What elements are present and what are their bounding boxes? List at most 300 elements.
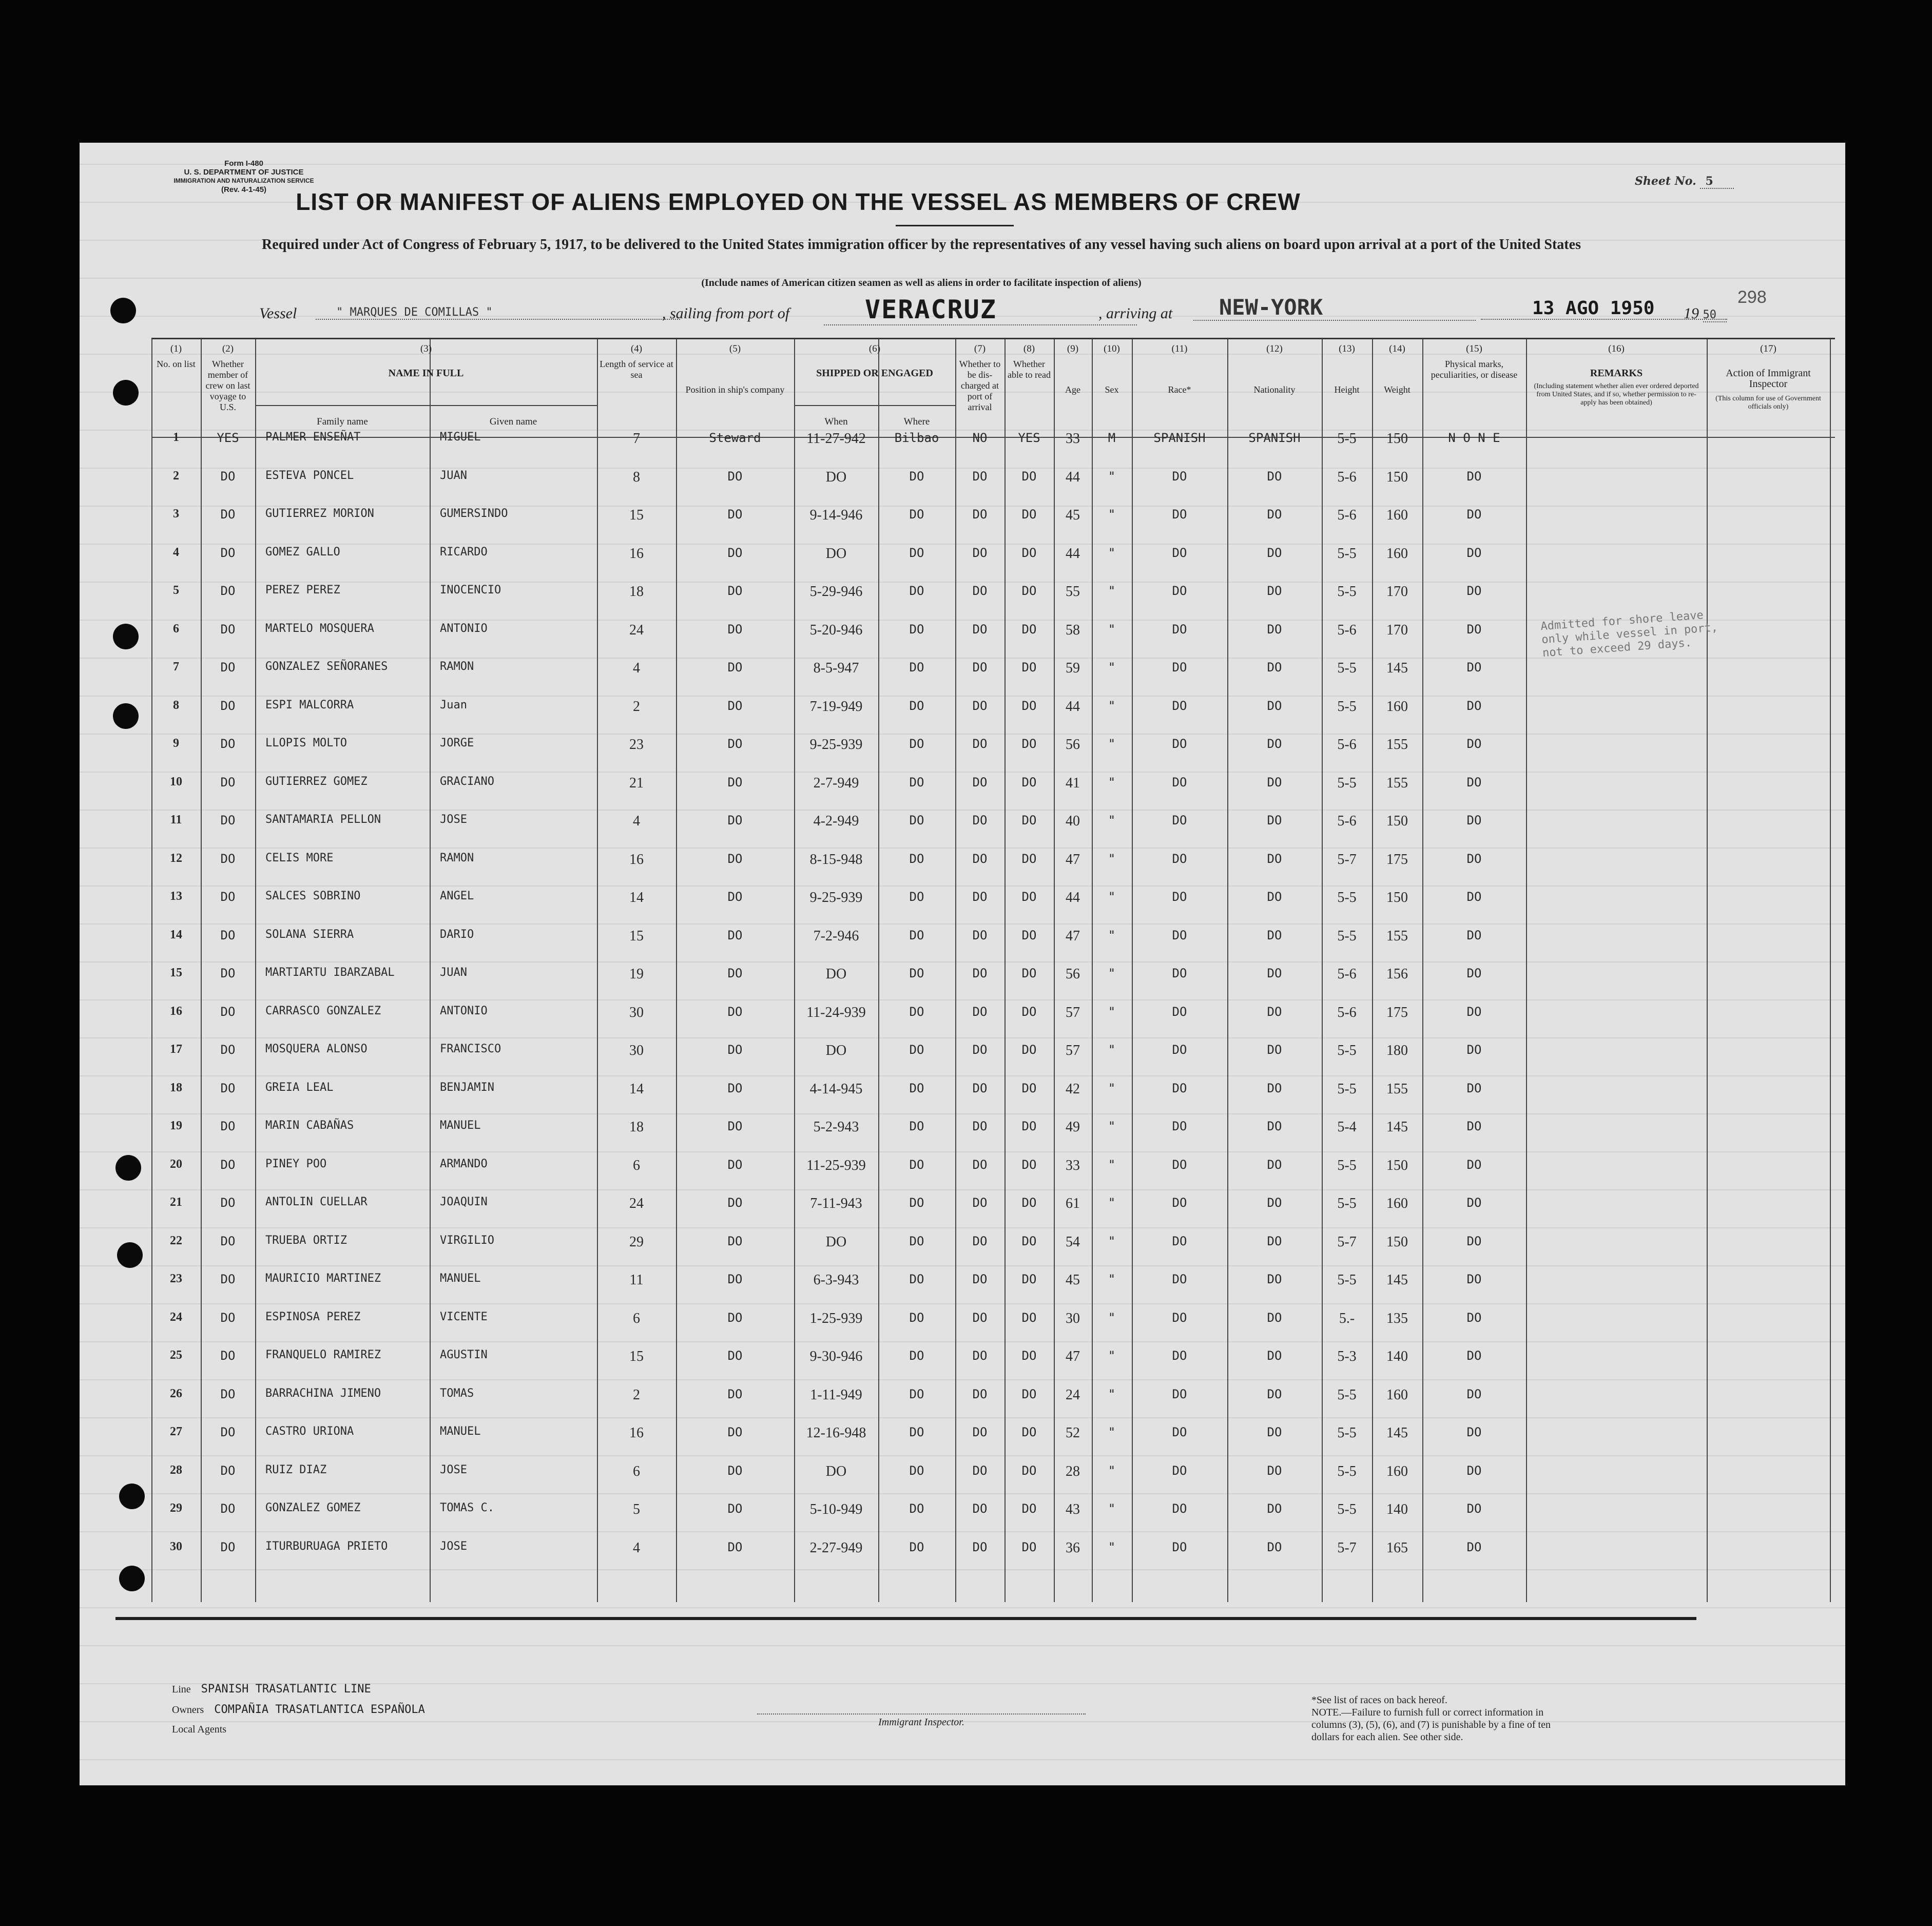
cell-service: 29 [629,1234,644,1250]
punch-hole [113,703,139,729]
cell-sex: " [1108,928,1116,942]
cell-marks: DO [1466,1081,1482,1095]
cell-position: DO [727,660,743,675]
cell-given: VIRGILIO [440,1234,494,1247]
table-row [151,1272,1830,1293]
cell-no: 27 [170,1425,182,1438]
cell-nat: DO [1267,1310,1282,1325]
header-family-name: Family name [317,416,368,427]
cell-weight: 175 [1386,851,1408,868]
cell-height: 5-5 [1337,1081,1357,1097]
cell-sex: " [1108,890,1116,904]
cell-when: 9-25-939 [809,890,863,906]
cell-sex: " [1108,1425,1116,1439]
cell-read: DO [1021,1425,1037,1439]
cell-age: 61 [1066,1196,1080,1211]
header-able-to-read: Whether able to read [1008,359,1051,380]
subtitle-note: (Include names of American citizen seamen as well as aliens in order to facilitate inspection of aliens) [701,277,1142,288]
crew-table [151,338,1835,1628]
cell-marks: DO [1466,1043,1482,1057]
cell-service: 15 [629,1349,644,1364]
cell-where: DO [909,1043,924,1057]
cell-where: DO [909,584,924,598]
cell-service: 6 [633,1463,640,1479]
remarks-note: Admitted for shore leave only while vessel in port, not to exceed 29 days. [1540,609,1718,660]
cell-position: DO [727,1425,743,1439]
header-crew-last-voyage: Whether member of crew on last voyage to U.S. [205,359,250,412]
cell-given: ANTONIO [440,622,488,635]
cell-read: DO [1021,1043,1037,1057]
cell-family: LLOPIS MOLTO [265,737,347,749]
cell-crew: DO [220,1004,236,1019]
owners-value: COMPAÑIA TRASATLANTICA ESPAÑOLA [214,1703,425,1716]
cell-family: BARRACHINA JIMENO [265,1386,381,1400]
cell-crew: DO [220,1539,236,1554]
cell-given: ANGEL [440,890,474,902]
cell-read: DO [1021,545,1037,560]
footer-note [1311,1694,1578,1743]
cell-where: DO [909,1234,924,1248]
cell-position: DO [727,1386,743,1401]
port-from: VERACRUZ [824,295,1137,325]
cell-disch: DO [972,1196,988,1210]
cell-nat: DO [1267,1463,1282,1478]
cell-position: DO [727,622,743,637]
cell-service: 4 [633,1539,640,1556]
cell-read: DO [1021,1157,1037,1172]
cell-when: 8-5-947 [813,660,859,676]
cell-race: DO [1172,851,1187,866]
cell-read: YES [1018,431,1040,445]
cell-no: 25 [170,1349,182,1362]
cell-when: DO [825,469,847,485]
cell-weight: 160 [1386,698,1408,715]
cell-marks: DO [1466,775,1482,789]
header-action-inspector-number: (17) [1760,343,1776,354]
cell-given: AGUSTIN [440,1349,488,1361]
cell-race: DO [1172,1043,1187,1057]
cell-service: 30 [629,1043,644,1058]
cell-age: 57 [1066,1004,1080,1020]
port-to: NEW-YORK [1193,295,1476,321]
fine-note: NOTE.—Failure to furnish full or correct information in columns (3), (5), (6), and (7) is punishable by a fine of ten dollars for each alien. See other side. [1311,1707,1551,1743]
cell-race: DO [1172,1425,1187,1439]
cell-age: 30 [1066,1310,1080,1326]
cell-disch: DO [972,1272,988,1286]
cell-crew: DO [220,1386,236,1401]
cell-nat: DO [1267,928,1282,942]
service-name: IMMIGRATION AND NATURALIZATION SERVICE [173,177,314,184]
cell-family: MARTELO MOSQUERA [265,622,374,635]
cell-disch: DO [972,1004,988,1019]
cell-position: DO [727,1463,743,1478]
cell-weight: 155 [1386,928,1408,944]
cell-nat: DO [1267,1425,1282,1439]
cell-crew: DO [220,1501,236,1516]
header-remarks: REMARKS [1590,368,1643,379]
cell-nat: DO [1267,1119,1282,1133]
cell-race: DO [1172,1310,1187,1325]
vessel-line [80,295,1845,325]
cell-service: 18 [629,584,644,600]
cell-nat: DO [1267,698,1282,713]
table-row [151,1311,1830,1331]
cell-crew: DO [220,1119,236,1133]
cell-position: DO [727,469,743,484]
cell-race: DO [1172,1234,1187,1248]
cell-weight: 150 [1386,431,1408,447]
table-row [151,431,1830,451]
cell-race: DO [1172,622,1187,637]
cell-age: 49 [1066,1119,1080,1135]
cell-position: DO [727,1004,743,1019]
cell-sex: M [1108,431,1116,445]
cell-sex: " [1108,1501,1116,1516]
cell-height: 5-6 [1337,966,1357,982]
cell-age: 33 [1066,431,1080,447]
cell-marks: DO [1466,1386,1482,1401]
page-title: LIST OR MANIFEST OF ALIENS EMPLOYED ON THE VESSEL AS MEMBERS OF CREW [296,188,1301,215]
cell-service: 11 [629,1272,644,1288]
cell-when: 2-7-949 [813,775,859,791]
cell-nat: DO [1267,966,1282,980]
cell-no: 16 [170,1004,182,1018]
header-height: Height [1334,384,1360,395]
header-remarks-number: (16) [1608,343,1625,354]
cell-where: DO [909,698,924,713]
cell-when: 7-11-943 [810,1196,862,1211]
table-row [151,1043,1830,1063]
cell-service: 16 [629,851,644,868]
cell-where: DO [909,1463,924,1478]
cell-position: DO [727,775,743,789]
cell-weight: 170 [1386,584,1408,600]
cell-age: 43 [1066,1501,1080,1517]
cell-sex: " [1108,545,1116,560]
cell-where: DO [909,775,924,789]
cell-read: DO [1021,469,1037,484]
cell-height: 5-5 [1337,431,1357,447]
cell-marks: DO [1466,660,1482,675]
cell-no: 15 [170,966,182,979]
table-row [151,737,1830,757]
cell-nat: DO [1267,1196,1282,1210]
cell-sex: " [1108,1349,1116,1363]
cell-race: DO [1172,928,1187,942]
header-position: Position in ship's company [685,384,785,395]
cell-weight: 160 [1386,545,1408,562]
cell-read: DO [1021,775,1037,789]
cell-family: MARTIARTU IBARZABAL [265,966,395,979]
cell-sex: " [1108,966,1116,980]
cell-weight: 155 [1386,737,1408,753]
cell-height: 5-5 [1337,545,1357,562]
cell-read: DO [1021,1310,1037,1325]
cell-service: 8 [633,469,640,485]
cell-where: DO [909,851,924,866]
header-no-on-list: No. on list [157,359,196,369]
cell-crew: DO [220,1196,236,1210]
cell-height: 5-6 [1337,622,1357,638]
cell-read: DO [1021,1234,1037,1248]
header-position-number: (5) [729,343,741,354]
cell-crew: DO [220,737,236,751]
cell-height: 5-5 [1337,1043,1357,1058]
cell-no: 14 [170,928,182,941]
cell-height: 5-5 [1337,1386,1357,1403]
cell-read: DO [1021,622,1037,637]
cell-where: Bilbao [894,431,939,445]
vessel-label: Vessel [259,305,297,322]
header-discharged-number: (7) [974,343,986,354]
header-when: When [824,416,848,427]
cell-position: DO [727,1234,743,1248]
cell-service: 19 [629,966,644,982]
cell-service: 21 [629,775,644,791]
cell-no: 22 [170,1234,182,1247]
cell-disch: DO [972,1463,988,1478]
cell-disch: DO [972,545,988,560]
cell-nat: DO [1267,545,1282,560]
cell-no: 17 [170,1043,182,1056]
cell-crew: DO [220,1272,236,1286]
cell-crew: DO [220,1425,236,1439]
cell-sex: " [1108,851,1116,866]
cell-where: DO [909,545,924,560]
cell-weight: 165 [1386,1539,1408,1556]
cell-age: 56 [1066,737,1080,753]
cell-nat: DO [1267,1157,1282,1172]
cell-crew: DO [220,928,236,942]
cell-weight: 145 [1386,1272,1408,1288]
cell-age: 45 [1066,507,1080,523]
owners-label: Owners [172,1704,204,1716]
cell-read: DO [1021,698,1037,713]
cell-height: 5-3 [1337,1349,1357,1364]
cell-read: DO [1021,1539,1037,1554]
cell-position: Steward [709,431,761,445]
cell-sex: " [1108,1310,1116,1325]
cell-when: 5-20-946 [809,622,863,638]
cell-when: 9-25-939 [809,737,863,753]
cell-age: 57 [1066,1043,1080,1058]
table-row [151,507,1830,528]
cell-race: DO [1172,1463,1187,1478]
cell-where: DO [909,1425,924,1439]
cell-position: DO [727,737,743,751]
cell-where: DO [909,1310,924,1325]
cell-position: DO [727,851,743,866]
cell-sex: " [1108,1081,1116,1095]
cell-family: GUTIERREZ GOMEZ [265,775,368,788]
cell-where: DO [909,660,924,675]
header-length-of-service: Length of service at sea [600,359,673,380]
table-row [151,775,1830,796]
cell-family: GONZALEZ SEÑORANES [265,660,388,673]
cell-service: 24 [629,1196,644,1211]
cell-height: 5-5 [1337,660,1357,676]
cell-given: JOSE [440,1463,467,1476]
table-row [151,1349,1830,1369]
cell-disch: DO [972,1501,988,1516]
cell-race: DO [1172,1196,1187,1210]
cell-position: DO [727,1081,743,1095]
cell-crew: DO [220,584,236,598]
cell-disch: DO [972,507,988,522]
cell-given: BENJAMIN [440,1081,494,1094]
cell-given: GRACIANO [440,775,494,788]
cell-nat: DO [1267,469,1282,484]
cell-where: DO [909,737,924,751]
cell-sex: " [1108,1272,1116,1286]
cell-disch: DO [972,775,988,789]
cell-when: 7-2-946 [813,928,859,944]
cell-given: MANUEL [440,1119,481,1132]
cell-age: 42 [1066,1081,1080,1097]
cell-nat: DO [1267,813,1282,827]
cell-disch: DO [972,698,988,713]
file-number: 298 [1737,287,1767,307]
cell-no: 3 [173,507,179,521]
header-action-inspector: Action of Immigrant Inspector [1726,368,1811,390]
cell-sex: " [1108,660,1116,675]
header-weight: Weight [1384,384,1411,395]
cell-family: ESTEVA PONCEL [265,469,354,482]
cell-marks: DO [1466,1272,1482,1286]
table-row [151,1387,1830,1408]
table-row [151,1425,1830,1446]
cell-crew: DO [220,1310,236,1325]
punch-hole [115,1155,141,1181]
cell-age: 45 [1066,1272,1080,1288]
cell-crew: DO [220,660,236,675]
cell-sex: " [1108,584,1116,598]
cell-no: 9 [173,737,179,750]
header-height-number: (13) [1339,343,1355,354]
cell-no: 21 [170,1196,182,1209]
header-action-detail: (This column for use of Government officials only) [1715,395,1821,411]
cell-given: TOMAS C. [440,1501,494,1514]
cell-race: DO [1172,966,1187,980]
punch-hole [110,298,136,323]
cell-marks: DO [1466,1349,1482,1363]
cell-nat: DO [1267,1501,1282,1516]
cell-given: INOCENCIO [440,584,501,596]
punch-hole [119,1484,145,1509]
cell-nat: SPANISH [1248,431,1301,445]
cell-race: DO [1172,1004,1187,1019]
cell-nat: DO [1267,1004,1282,1019]
cell-no: 10 [170,775,182,788]
cell-race: DO [1172,1081,1187,1095]
cell-marks: DO [1466,851,1482,866]
subtitle: Required under Act of Congress of February 5, 1917, to be delivered to the United States immigration officer by the representatives of any vessel having such aliens on board upon arrival at a port of the United States [262,237,1581,253]
cell-read: DO [1021,1463,1037,1478]
cell-family: GREIA LEAL [265,1081,334,1094]
cell-position: DO [727,928,743,942]
cell-where: DO [909,1501,924,1516]
cell-marks: DO [1466,545,1482,560]
cell-family: GUTIERREZ MORION [265,507,374,520]
cell-position: DO [727,1349,743,1363]
cell-age: 54 [1066,1234,1080,1250]
cell-no: 29 [170,1501,182,1515]
footer-line [172,1683,371,1696]
cell-disch: DO [972,1386,988,1401]
cell-read: DO [1021,890,1037,904]
table-row [151,813,1830,834]
cell-service: 15 [629,507,644,523]
cell-disch: DO [972,1349,988,1363]
table-row [151,584,1830,604]
cell-when: 9-14-946 [809,507,863,523]
cell-when: 6-3-943 [813,1272,859,1288]
table-row [151,1196,1830,1216]
cell-sex: " [1108,1119,1116,1133]
header-nationality-number: (12) [1266,343,1283,354]
cell-no: 20 [170,1157,182,1171]
cell-position: DO [727,1501,743,1516]
cell-service: 2 [633,698,640,715]
line-value: SPANISH TRASATLANTIC LINE [201,1683,371,1696]
cell-weight: 156 [1386,966,1408,982]
cell-given: RAMON [440,660,474,673]
table-row [151,890,1830,910]
cell-crew: DO [220,1081,236,1095]
cell-nat: DO [1267,1234,1282,1248]
cell-nat: DO [1267,1539,1282,1554]
cell-given: JOSE [440,813,467,826]
cell-age: 44 [1066,545,1080,562]
cell-service: 18 [629,1119,644,1135]
cell-weight: 160 [1386,1386,1408,1403]
cell-service: 16 [629,1425,644,1441]
cell-height: 5-5 [1337,1463,1357,1479]
cell-family: ANTOLIN CUELLAR [265,1196,368,1208]
cell-no: 19 [170,1119,182,1132]
cell-position: DO [727,545,743,560]
cell-weight: 145 [1386,1425,1408,1441]
cell-height: 5.- [1339,1310,1355,1326]
cell-nat: DO [1267,584,1282,598]
cell-service: 14 [629,890,644,906]
cell-family: PALMER ENSEÑAT [265,431,361,444]
header-physical-marks-number: (15) [1466,343,1482,354]
cell-sex: " [1108,1463,1116,1478]
cell-read: DO [1021,1081,1037,1095]
cell-crew: DO [220,813,236,827]
header-age: Age [1065,384,1080,395]
header-race: Race* [1168,384,1191,395]
cell-when: 1-11-949 [810,1386,862,1403]
cell-no: 7 [173,660,179,673]
cell-given: FRANCISCO [440,1043,501,1055]
cell-nat: DO [1267,660,1282,675]
cell-height: 5-6 [1337,469,1357,485]
cell-sex: " [1108,775,1116,789]
cell-height: 5-6 [1337,1004,1357,1020]
cell-weight: 145 [1386,1119,1408,1135]
cell-given: TOMAS [440,1386,474,1400]
cell-weight: 140 [1386,1501,1408,1517]
cell-age: 47 [1066,928,1080,944]
header-shipped-engaged: SHIPPED OR ENGAGED [816,368,933,379]
cell-given: RICARDO [440,545,488,558]
cell-read: DO [1021,584,1037,598]
cell-crew: DO [220,966,236,980]
cell-where: DO [909,928,924,942]
cell-height: 5-6 [1337,737,1357,753]
